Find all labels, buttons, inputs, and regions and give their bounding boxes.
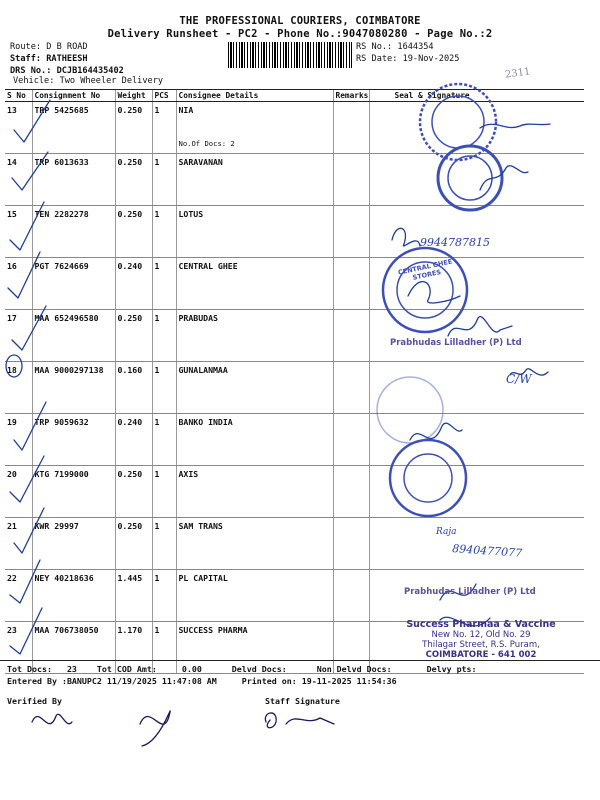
row-weight: 0.250 (115, 102, 152, 154)
verified-by-label: Verified By (7, 696, 62, 706)
row-pcs: 1 (152, 206, 176, 258)
runsheet-subtitle: Delivery Runsheet - PC2 - Phone No.:9047080280 - Page No.:2 (107, 28, 493, 40)
row-consignee: SUCCESS PHARMA (176, 622, 333, 674)
row-consignee: BANKO INDIA (176, 414, 333, 466)
tick-icon (10, 560, 40, 603)
tick-icon (14, 100, 50, 142)
row-weight: 0.250 (115, 466, 152, 518)
col-sno: S No (5, 90, 32, 102)
row-sno: 22 (5, 570, 32, 622)
handwritten-phone-1: 9944787815 (420, 236, 490, 249)
row-consignee: CENTRAL GHEE (176, 258, 333, 310)
row-consignment: TRP 9059632 (32, 414, 115, 466)
pharma-address-2: Thilagar Street, R.S. Puram, (422, 640, 540, 650)
row-consignment: NEY 40218636 (32, 570, 115, 622)
drs-number: DRS No.: DCJB164435402 (10, 66, 124, 76)
handwritten-phone-2: 8940477077 (451, 542, 523, 560)
row-consignee: AXIS (176, 466, 333, 518)
ghee-stamp-label: CENTRAL GHEE STORES (397, 257, 453, 282)
row-pcs: 1 (152, 258, 176, 310)
row-weight: 0.240 (115, 258, 152, 310)
row-consignment: MAA 706738050 (32, 622, 115, 674)
row-consignee: SARAVANAN (176, 154, 333, 206)
row-pcs: 1 (152, 570, 176, 622)
rs-date: RS Date: 19-Nov-2025 (356, 54, 460, 64)
company-title: THE PROFESSIONAL COURIERS, COIMBATORE (179, 15, 421, 27)
row-consignee: GUNALANMAA (176, 362, 333, 414)
prabhudas-stamp-2: Prabhudas Lilladher (P) Ltd (404, 587, 536, 597)
handwritten-cw: C/W (506, 372, 532, 386)
pharma-address-1: New No. 12, Old No. 29 (431, 630, 531, 640)
row-consignment: MAA 9000297138 (32, 362, 115, 414)
tick-icon (8, 252, 40, 298)
row-pcs: 1 (152, 518, 176, 570)
row-sno: 14 (5, 154, 32, 206)
col-pcs: PCS (152, 90, 176, 102)
row-consignment: TRP 5425685 (32, 102, 115, 154)
tick-icon (10, 202, 44, 250)
tick-icon (12, 306, 46, 350)
rs-number: RS No.: 1644354 (356, 42, 434, 52)
row-doc-count: No.Of Docs: 2 (178, 139, 235, 148)
row-sno: 17 (5, 310, 32, 362)
row-pcs: 1 (152, 310, 176, 362)
row-consignee: LOTUS (176, 206, 333, 258)
vehicle-label: Vehicle: Two Wheeler Delivery (13, 76, 164, 86)
row-consignment: KTG 7199000 (32, 466, 115, 518)
row-weight: 0.250 (115, 154, 152, 206)
tick-icon (12, 152, 48, 190)
faint-round-stamp (377, 377, 466, 516)
row-pcs: 1 (152, 414, 176, 466)
row-sno: 18 (5, 362, 32, 414)
col-seal-signature: Seal & Signature (369, 90, 584, 102)
row-sno: 19 (5, 414, 32, 466)
footer-divider (0, 660, 600, 661)
row-consignment: KWR 29997 (32, 518, 115, 570)
row-consignee: PRABUDAS (176, 310, 333, 362)
tick-icon (10, 456, 44, 502)
col-consignee: Consignee Details (176, 90, 333, 102)
row-pcs: 1 (152, 154, 176, 206)
circled-row-icon (6, 355, 22, 377)
row-sno: 13 (5, 102, 32, 154)
col-consignment: Consignment No (32, 90, 115, 102)
corner-handwritten-note: 2311 (504, 66, 532, 81)
row-weight: 1.170 (115, 622, 152, 674)
row-weight: 1.445 (115, 570, 152, 622)
row-pcs: 1 (152, 362, 176, 414)
prabhudas-stamp-1: Prabhudas Lilladher (P) Ltd (390, 338, 522, 348)
staff-label: Staff: RATHEESH (10, 54, 88, 64)
footer-signatures (32, 711, 334, 746)
row-weight: 0.160 (115, 362, 152, 414)
row-consignment: PGT 7624669 (32, 258, 115, 310)
row-consignee: PL CAPITAL (176, 570, 333, 622)
row-sno: 15 (5, 206, 32, 258)
col-weight: Weight (115, 90, 152, 102)
row-sno: 23 (5, 622, 32, 674)
row-weight: 0.250 (115, 310, 152, 362)
row-pcs: 1 (152, 102, 176, 154)
handwritten-name: Raja (436, 527, 457, 537)
signatures (392, 228, 548, 626)
route-label: Route: D B ROAD (10, 42, 88, 52)
round-seal-stamp (438, 146, 528, 210)
row-sno: 20 (5, 466, 32, 518)
entered-by-line: Entered By :BANUPC2 11/19/2025 11:47:08 AM Printed on: 19-11-2025 11:54:36 (7, 676, 397, 686)
pharma-name: Success Pharmaa & Vaccine (406, 619, 556, 630)
delivery-tick-marks (6, 100, 50, 654)
row-weight: 0.250 (115, 518, 152, 570)
success-pharma-stamp (376, 620, 586, 660)
totals-line: Tot Docs: 23 Tot COD Amt: 0.00 Delvd Docs: Non Delvd Docs: Delvy pts: (7, 664, 477, 674)
tick-icon (10, 608, 42, 654)
row-weight: 0.250 (115, 206, 152, 258)
row-consignee: NIA (178, 105, 194, 115)
row-consignment: TEN 2282278 (32, 206, 115, 258)
row-sno: 21 (5, 518, 32, 570)
staff-signature-label: Staff Signature (265, 696, 340, 706)
row-consignee: SAM TRANS (176, 518, 333, 570)
col-remarks: Remarks (333, 90, 369, 102)
row-pcs: 1 (152, 622, 176, 674)
row-pcs: 1 (152, 466, 176, 518)
row-sno: 16 (5, 258, 32, 310)
pharma-address-3: COIMBATORE - 641 002 (425, 650, 537, 660)
row-consignment: TRP 6013633 (32, 154, 115, 206)
row-consignment: MAA 652496580 (32, 310, 115, 362)
row-weight: 0.240 (115, 414, 152, 466)
tick-icon (14, 508, 44, 553)
tick-icon (14, 402, 46, 450)
